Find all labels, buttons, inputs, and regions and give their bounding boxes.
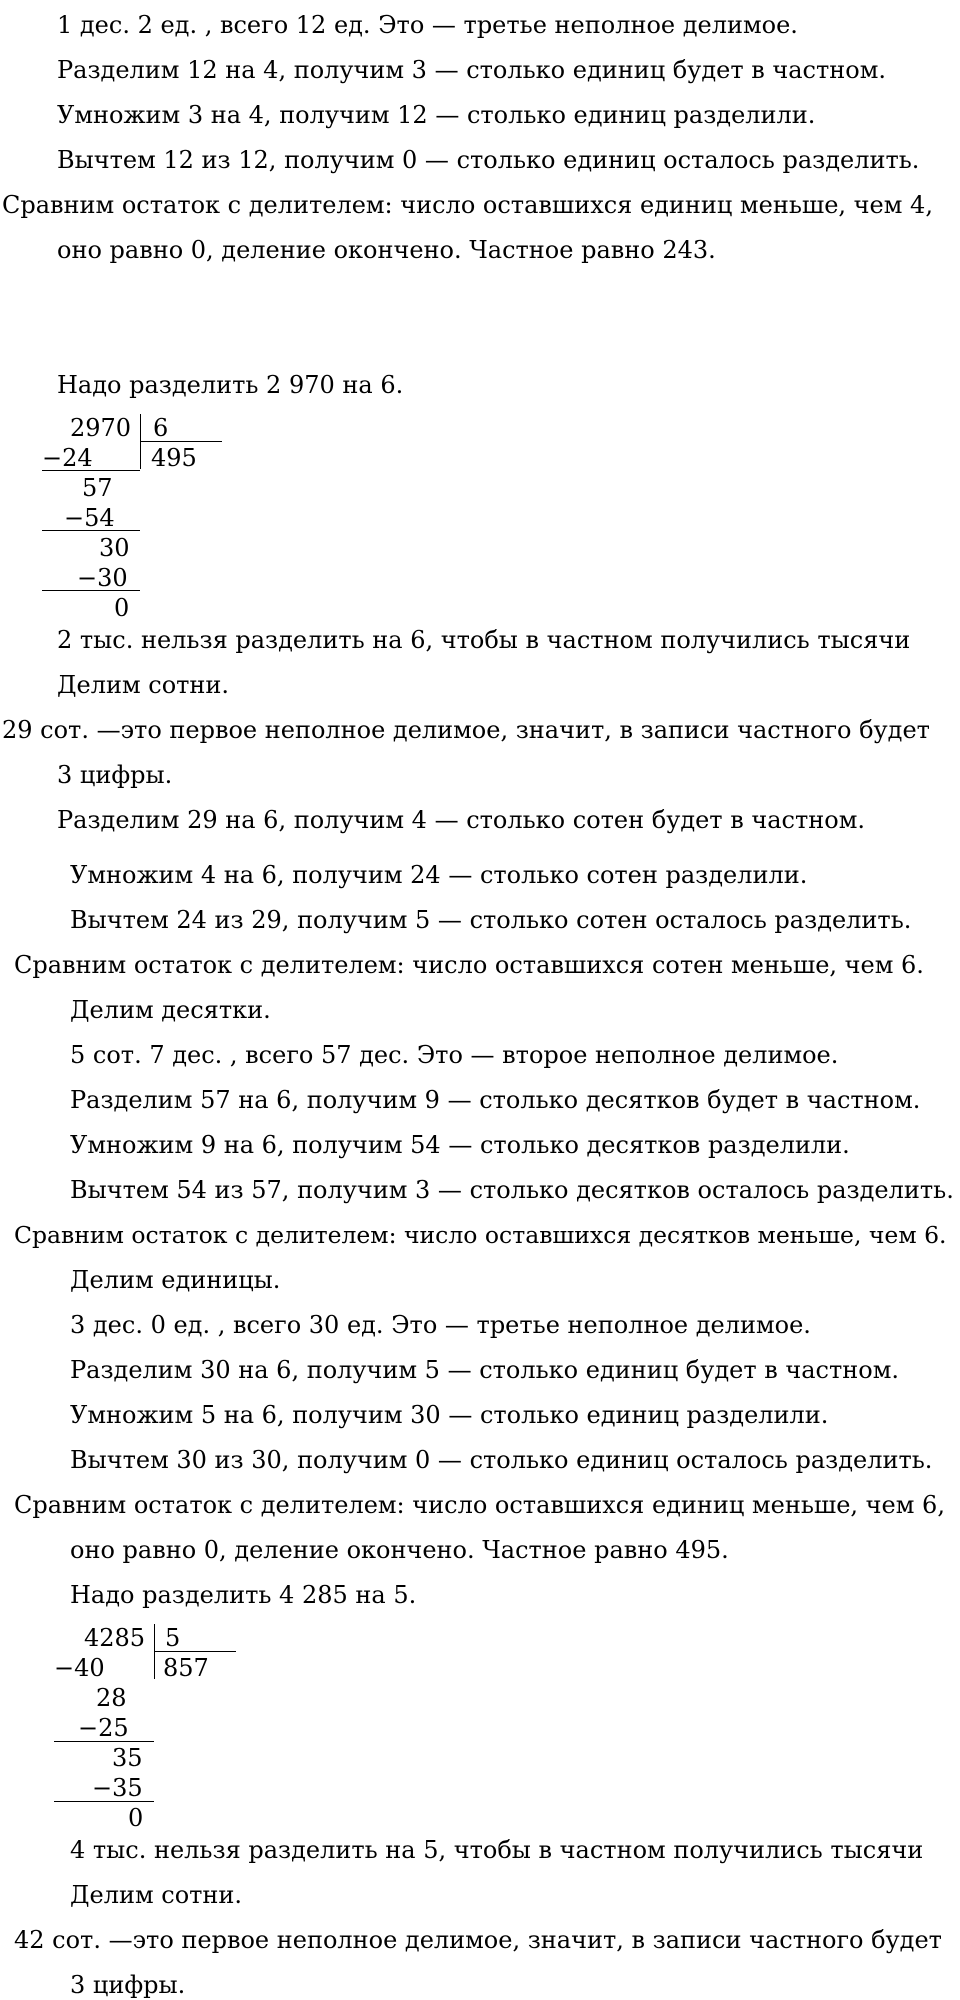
subtrahend: −35	[92, 1774, 143, 1802]
text-line: 1 дес. 2 ед. , всего 12 ед. Это — третье неполное делимое.	[57, 11, 798, 39]
subtrahend: −24	[42, 444, 93, 472]
text-line: Разделим 29 на 6, получим 4 — столько сотен будет в частном.	[57, 806, 865, 834]
text-line: Делим сотни.	[57, 671, 230, 699]
text-line: Разделим 57 на 6, получим 9 — столько десятков будет в частном.	[70, 1086, 921, 1114]
task-intro: Надо разделить 4 285 на 5.	[70, 1581, 417, 1609]
remainder: 28	[96, 1684, 127, 1712]
text-line: оно равно 0, деление окончено. Частное равно 243.	[57, 236, 716, 264]
text-line: Умножим 3 на 4, получим 12 — столько единиц разделили.	[57, 101, 816, 129]
text-line: Умножим 4 на 6, получим 24 — столько сотен разделили.	[70, 861, 808, 889]
text-line: Делим сотни.	[70, 1881, 243, 1909]
text-line: Разделим 12 на 4, получим 3 — столько единиц будет в частном.	[57, 56, 887, 84]
remainder: 57	[82, 474, 113, 502]
text-line: Сравним остаток с делителем: число оставшихся единиц меньше, чем 4,	[2, 191, 933, 219]
quotient: 495	[151, 444, 197, 472]
text-line: Вычтем 54 из 57, получим 3 — столько десятков осталось разделить.	[70, 1176, 954, 1204]
text-line: 3 цифры.	[57, 761, 173, 789]
division-bar	[140, 441, 222, 442]
quotient: 857	[163, 1654, 209, 1682]
subtraction-line	[42, 530, 140, 531]
text-line: 29 сот. —это первое неполное делимое, значит, в записи частного будет	[2, 716, 930, 744]
remainder: 35	[112, 1744, 143, 1772]
text-line: 4 тыс. нельзя разделить на 5, чтобы в частном получились тысячи	[70, 1836, 924, 1864]
division-bar	[154, 1651, 236, 1652]
text-line: 42 сот. —это первое неполное делимое, значит, в записи частного будет	[14, 1926, 942, 1954]
text-line: Вычтем 30 из 30, получим 0 — столько единиц осталось разделить.	[70, 1446, 933, 1474]
text-line: 5 сот. 7 дес. , всего 57 дес. Это — второе неполное делимое.	[70, 1041, 839, 1069]
subtraction-line	[42, 590, 140, 591]
text-line: Вычтем 24 из 29, получим 5 — столько сотен осталось разделить.	[70, 906, 912, 934]
subtraction-line	[42, 470, 140, 471]
text-line: Разделим 30 на 6, получим 5 — столько единиц будет в частном.	[70, 1356, 900, 1384]
text-line: 3 цифры.	[70, 1971, 186, 1999]
text-line: Сравним остаток с делителем: число оставшихся десятков меньше, чем 6.	[14, 1221, 947, 1249]
subtraction-line	[54, 1801, 154, 1802]
text-line: Сравним остаток с делителем: число оставшихся единиц меньше, чем 6,	[14, 1491, 945, 1519]
subtrahend: −54	[64, 504, 115, 532]
subtrahend: −25	[78, 1714, 129, 1742]
dividend: 2970	[70, 414, 132, 442]
subtrahend: −40	[54, 1654, 105, 1682]
text-line: Умножим 9 на 6, получим 54 — столько десятков разделили.	[70, 1131, 850, 1159]
divisor: 6	[153, 414, 169, 442]
text-line: 2 тыс. нельзя разделить на 6, чтобы в частном получились тысячи	[57, 626, 911, 654]
text-line: оно равно 0, деление окончено. Частное равно 495.	[70, 1536, 729, 1564]
divisor: 5	[165, 1624, 181, 1652]
text-line: Умножим 5 на 6, получим 30 — столько единиц разделили.	[70, 1401, 829, 1429]
dividend: 4285	[84, 1624, 146, 1652]
task-intro: Надо разделить 2 970 на 6.	[57, 371, 404, 399]
subtrahend: −30	[77, 564, 128, 592]
remainder: 30	[99, 534, 130, 562]
text-line: Вычтем 12 из 12, получим 0 — столько единиц осталось разделить.	[57, 146, 920, 174]
text-line: 3 дес. 0 ед. , всего 30 ед. Это — третье неполное делимое.	[70, 1311, 811, 1339]
remainder: 0	[128, 1804, 144, 1832]
text-line: Сравним остаток с делителем: число оставшихся сотен меньше, чем 6.	[14, 951, 924, 979]
subtraction-line	[54, 1741, 154, 1742]
text-line: Делим единицы.	[70, 1266, 281, 1294]
remainder: 0	[114, 594, 130, 622]
text-line: Делим десятки.	[70, 996, 271, 1024]
